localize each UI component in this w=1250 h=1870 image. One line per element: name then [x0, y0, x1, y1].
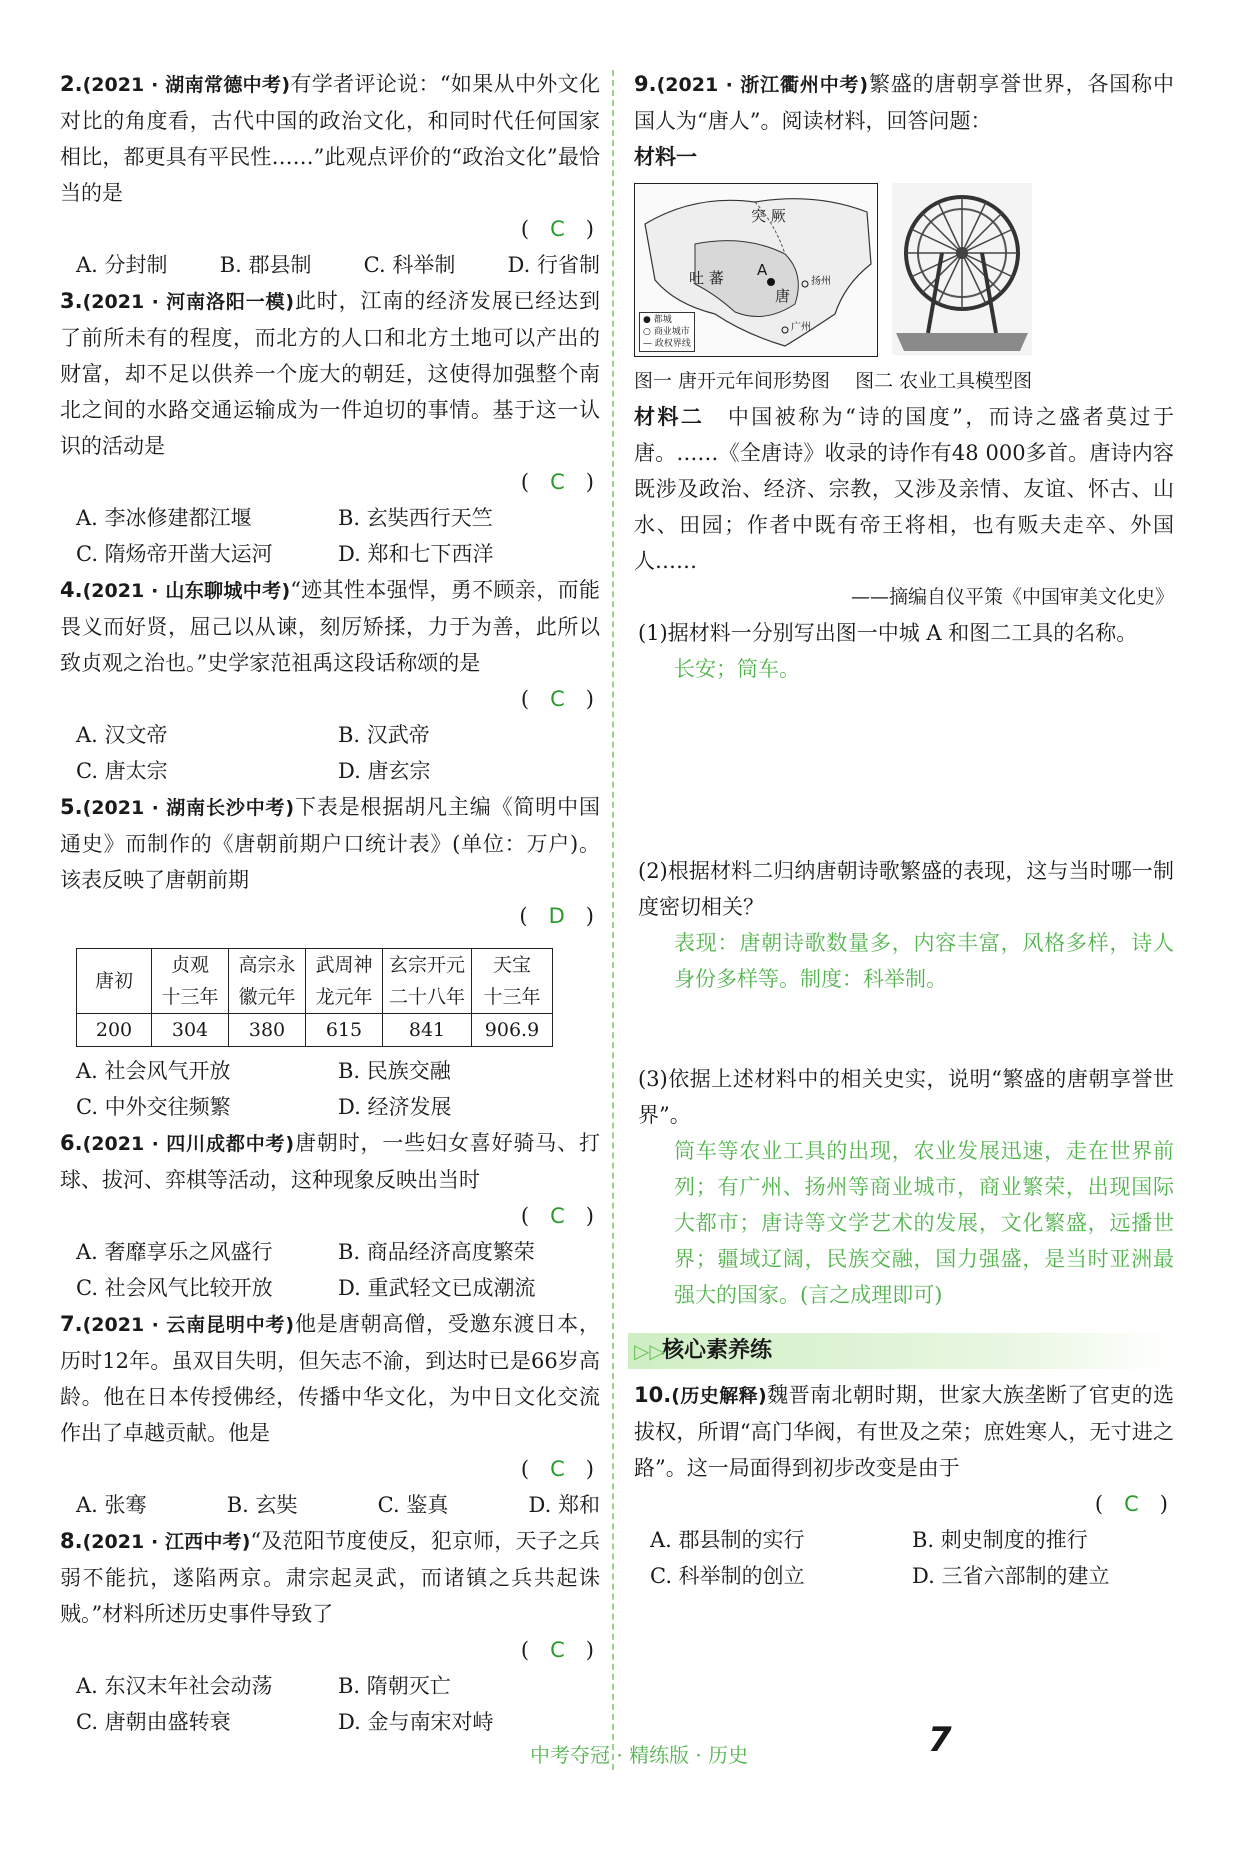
question-stem: 他是唐朝高僧，受邀东渡日本，历时12年。虽双目失明，但矢志不渝，到达时已是66岁高龄。他在日本传授佛经，传播中华文化，为中日文化交流作出了卓越贡献。他是 — [60, 1312, 600, 1445]
question-number: 10. — [634, 1383, 672, 1407]
sub-question-text: (3)依据上述材料中的相关史实，说明“繁盛的唐朝享誉世界”。 — [638, 1067, 1174, 1127]
map-label-tubo: 吐 蕃 — [689, 269, 724, 287]
answer-letter: C — [550, 687, 565, 711]
question-3 — [60, 283, 600, 572]
tang-map-figure — [634, 183, 878, 357]
option-c: C. 唐太宗 — [76, 759, 168, 783]
option-a: A. 奢靡享乐之风盛行 — [76, 1240, 273, 1264]
sub-question-3 — [634, 1061, 1174, 1313]
table-header: 天宝 十三年 — [472, 949, 553, 1014]
question-source: (2021 · 山东聊城中考) — [82, 580, 291, 602]
legend-commercial-city: ○ 商业城市 — [643, 327, 690, 337]
option-a: A. 郡县制的实行 — [650, 1528, 805, 1552]
question-stem: 此时，江南的经济发展已经达到了前所未有的程度，而北方的人口和北方土地可以产出的财富，却不足以供养一个庞大的朝廷，这使得加强整个南北之间的水路交通运输成为一件迫切的事情。基于这一认识的活动是 — [60, 289, 600, 458]
table-header: 玄宗开元 二十八年 — [383, 949, 472, 1014]
option-b: B. 玄奘西行天竺 — [338, 506, 493, 530]
table-header: 高宗永 徽元年 — [229, 949, 306, 1014]
table-header: 贞观 十三年 — [152, 949, 229, 1014]
map-legend — [639, 312, 695, 352]
material-2-label: 材料二 — [634, 405, 705, 429]
option-c: C. 唐朝由盛转衰 — [76, 1710, 231, 1734]
question-stem: “及范阳节度使反，犯京师，天子之兵弱不能抗，遂陷两京。肃宗起灵武，而诸镇之兵共起诛贼。”材料所述历史事件导致了 — [60, 1529, 600, 1626]
section-title: 核心素养练 — [662, 1338, 773, 1363]
option-b: B. 民族交融 — [338, 1059, 451, 1083]
question-2 — [60, 66, 600, 283]
option-a: A. 汉文帝 — [76, 723, 168, 747]
water-wheel-icon — [892, 183, 1032, 355]
sub-answer-text: 表现：唐朝诗歌数量多，内容丰富，风格多样，诗人身份多样等。制度：科举制。 — [674, 931, 1174, 991]
question-source: (历史解释) — [671, 1385, 767, 1407]
answer-bracket: ( C ) — [520, 687, 594, 711]
question-stem: 有学者评论说：“如果从中外文化对比的角度看，古代中国的政治文化，和同时代任何国家相比，都更具有平民性……”此观点评价的“政治文化”最恰当的是 — [60, 72, 600, 205]
question-stem: “迹其性本强悍，勇不顾亲，而能畏义而好贤，屈己以从谏，刻厉矫揉，力于为善，此所以致贞观之治也。”史学家范祖禹这段话称颂的是 — [60, 578, 600, 675]
fig2-caption: 图二 农业工具模型图 — [855, 370, 1033, 392]
sub-question-text: (1)据材料一分别写出图一中城 A 和图二工具的名称。 — [638, 621, 1138, 645]
material-2-text: 中国被称为“诗的国度”，而诗之盛者莫过于唐。……《全唐诗》收录的诗作有48 000多首。唐诗内容既涉及政治、经济、宗教，又涉及亲情、友谊、怀古、山水、田园；作者中既有帝王将相，也有贩夫走卒、外国人…… — [634, 405, 1175, 573]
map-label-yangzhou: 扬州 — [811, 276, 831, 287]
option-d: D. 郑和七下西洋 — [338, 542, 494, 566]
page-number: 7 — [928, 1720, 952, 1760]
answer-bracket: ( C ) — [1094, 1492, 1168, 1516]
left-column — [60, 66, 600, 1740]
option-c: C. 科举制的创立 — [650, 1564, 805, 1588]
answer-letter: C — [550, 470, 565, 494]
option-b: B. 玄奘 — [226, 1493, 298, 1517]
section-banner — [628, 1333, 1174, 1369]
option-b: B. 商品经济高度繁荣 — [338, 1240, 535, 1264]
question-source: (2021 · 河南洛阳一模) — [82, 291, 295, 313]
sub-answer-text: 筒车等农业工具的出现，农业发展迅速，走在世界前列；有广州、扬州等商业城市，商业繁荣，出现国际大都市；唐诗等文学艺术的发展，文化繁盛，远播世界；疆域辽阔，民族交融，国力强盛，是当时亚洲最强大的国家。(言之成理即可) — [674, 1139, 1174, 1307]
map-label-guangzhou: 广州 — [791, 322, 811, 333]
option-c: C. 社会风气比较开放 — [76, 1276, 273, 1300]
option-c: C. 隋炀帝开凿大运河 — [76, 542, 273, 566]
option-b: B. 隋朝灭亡 — [338, 1674, 451, 1698]
table-cell: 841 — [383, 1014, 472, 1047]
table-cell: 380 — [229, 1014, 306, 1047]
answer-bracket: ( D ) — [519, 904, 594, 928]
question-5 — [60, 789, 600, 1125]
question-10 — [634, 1377, 1174, 1594]
material-1-figures — [634, 183, 1174, 357]
table-cell: 200 — [77, 1014, 152, 1047]
answer-bracket: ( C ) — [520, 1457, 594, 1481]
option-a: A. 社会风气开放 — [76, 1059, 231, 1083]
material-1-label: 材料一 — [634, 145, 697, 169]
sub-answer-text: 长安；筒车。 — [674, 657, 800, 681]
question-6 — [60, 1125, 600, 1306]
question-8 — [60, 1523, 600, 1740]
map-label-a: A — [757, 261, 768, 279]
option-a: A. 东汉末年社会动荡 — [76, 1674, 273, 1698]
table-cell: 304 — [152, 1014, 229, 1047]
question-number: 3. — [60, 289, 83, 313]
option-c: C. 中外交往频繁 — [76, 1095, 231, 1119]
answer-bracket: ( C ) — [520, 1204, 594, 1228]
map-label-tujue: 突 厥 — [751, 207, 786, 225]
answer-letter: D — [548, 904, 565, 928]
answer-letter: C — [550, 217, 565, 241]
water-wheel-figure — [892, 183, 1032, 355]
question-source: (2021 · 湖南常德中考) — [82, 74, 291, 96]
answer-letter: C — [550, 1204, 565, 1228]
option-c: C. 科举制 — [363, 253, 456, 277]
answer-bracket: ( C ) — [520, 1638, 594, 1662]
question-stem: 繁盛的唐朝享誉世界，各国称中国人为“唐人”。阅读材料，回答问题： — [634, 72, 1174, 133]
right-column — [634, 66, 1174, 1594]
option-a: A. 张骞 — [76, 1493, 147, 1517]
answer-letter: C — [550, 1638, 565, 1662]
question-number: 8. — [60, 1529, 83, 1553]
option-b: B. 郡县制 — [219, 253, 312, 277]
arrow-icon: ▷▷ — [634, 1339, 665, 1363]
question-source: (2021 · 江西中考) — [82, 1531, 251, 1553]
answer-bracket: ( C ) — [520, 470, 594, 494]
table-cell: 615 — [306, 1014, 383, 1047]
option-a: A. 李冰修建都江堰 — [76, 506, 252, 530]
question-number: 4. — [60, 578, 83, 602]
option-d: D. 郑和 — [528, 1493, 600, 1517]
figure-captions — [634, 363, 1174, 399]
question-source: (2021 · 浙江衢州中考) — [656, 74, 869, 96]
question-number: 9. — [634, 72, 657, 96]
table-header-row — [77, 949, 553, 1014]
option-c: C. 鉴真 — [377, 1493, 449, 1517]
question-stem: 魏晋南北朝时期，世家大族垄断了官吏的选拔权，所谓“高门华阀，有世及之荣；庶姓寒人，无寸进之路”。这一局面得到初步改变是由于 — [634, 1383, 1174, 1480]
option-b: B. 汉武帝 — [338, 723, 430, 747]
question-stem: 唐朝时，一些妇女喜好骑马、打球、拔河、弈棋等活动，这种现象反映出当时 — [60, 1131, 600, 1192]
table-header: 唐初 — [77, 949, 152, 1014]
option-d: D. 行省制 — [507, 253, 600, 277]
column-divider — [612, 70, 614, 1770]
sub-question-1 — [634, 615, 1174, 853]
option-d: D. 唐玄宗 — [338, 759, 431, 783]
page-footer: 中考夺冠 · 精练版 · 历史 — [530, 1743, 749, 1767]
option-a: A. 分封制 — [76, 253, 168, 277]
answer-bracket: ( C ) — [520, 217, 594, 241]
question-4 — [60, 572, 600, 789]
option-b: B. 刺史制度的推行 — [912, 1528, 1088, 1552]
fig1-caption: 图一 唐开元年间形势图 — [634, 370, 831, 392]
map-label-tang: 唐 — [775, 287, 791, 305]
answer-letter: C — [1124, 1492, 1139, 1516]
material-2 — [634, 399, 1174, 579]
question-source: (2021 · 四川成都中考) — [82, 1133, 295, 1155]
question-number: 6. — [60, 1131, 83, 1155]
material-2-citation: ——摘编自仪平策《中国审美文化史》 — [850, 586, 1174, 608]
population-table — [76, 948, 553, 1047]
question-number: 7. — [60, 1312, 83, 1336]
question-9 — [634, 66, 1174, 1313]
option-d: D. 重武轻文已成潮流 — [338, 1276, 536, 1300]
question-7 — [60, 1306, 600, 1523]
option-d: D. 经济发展 — [338, 1095, 452, 1119]
question-stem: 下表是根据胡凡主编《简明中国通史》而制作的《唐朝前期户口统计表》(单位：万户)。该表反映了唐朝前期 — [60, 795, 600, 892]
question-number: 2. — [60, 72, 83, 96]
legend-capital: ● 都城 — [643, 315, 672, 325]
question-source: (2021 · 云南昆明中考) — [82, 1314, 295, 1336]
legend-boundary: — 政权界线 — [643, 339, 691, 349]
option-d: D. 三省六部制的建立 — [912, 1564, 1110, 1588]
sub-question-text: (2)根据材料二归纳唐朝诗歌繁盛的表现，这与当时哪一制度密切相关？ — [638, 859, 1174, 919]
table-header: 武周神 龙元年 — [306, 949, 383, 1014]
option-d: D. 金与南宋对峙 — [338, 1710, 494, 1734]
answer-letter: C — [550, 1457, 565, 1481]
question-source: (2021 · 湖南长沙中考) — [82, 797, 295, 819]
question-number: 5. — [60, 795, 83, 819]
table-row — [77, 1014, 553, 1047]
sub-question-2 — [634, 853, 1174, 1061]
table-cell: 906.9 — [472, 1014, 553, 1047]
